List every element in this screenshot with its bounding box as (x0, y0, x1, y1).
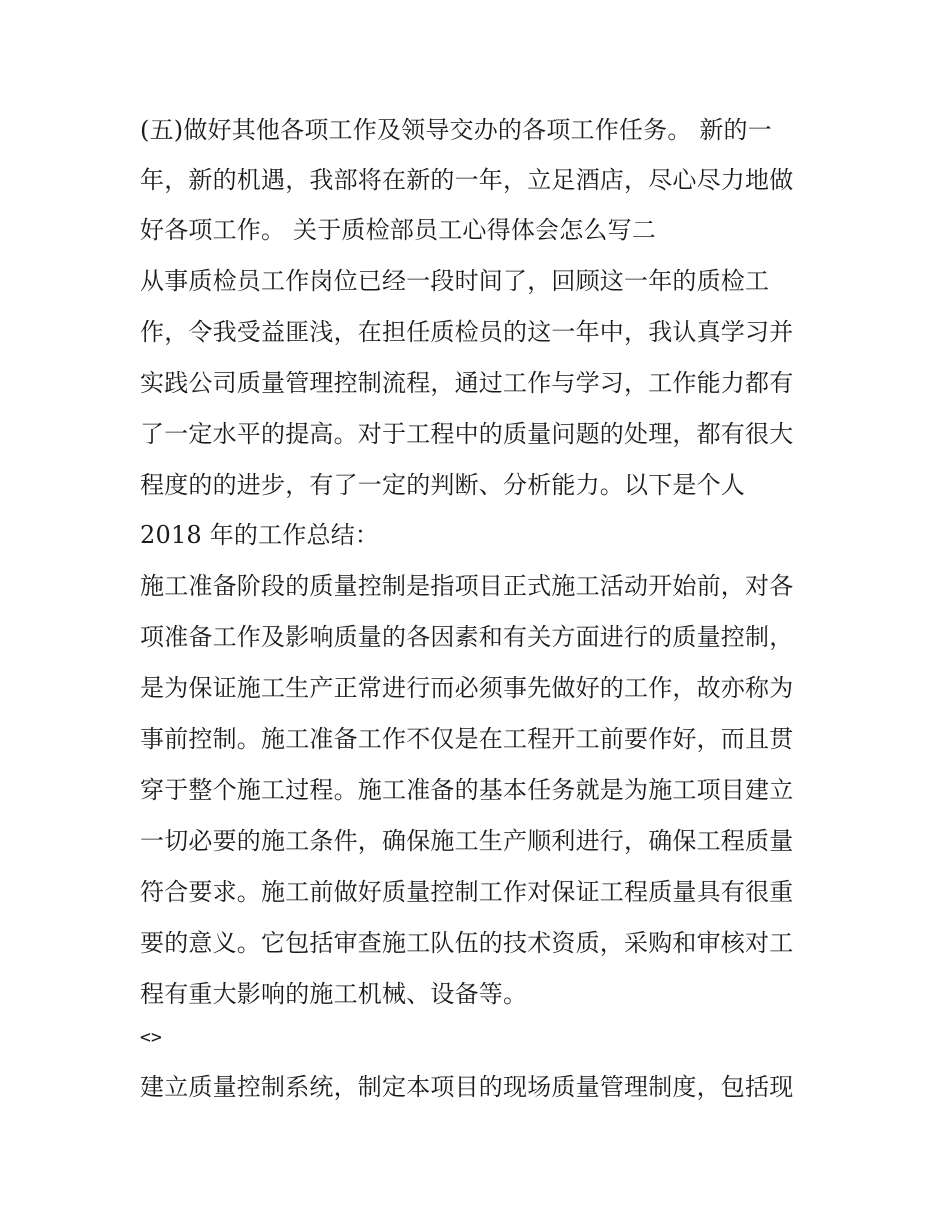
text-line: (五)做好其他各项工作及领导交办的各项工作任务。 新的一 (140, 116, 772, 144)
text-line: 施工准备阶段的质量控制是指项目正式施工活动开始前，对各 (140, 572, 794, 600)
text-line: 年，新的机遇，我部将在新的一年，立足酒店，尽心尽力地做 (140, 166, 794, 194)
text-line: <> (140, 1027, 163, 1048)
text-line: 符合要求。施工前做好质量控制工作对保证工程质量具有很重 (140, 878, 794, 906)
text-line: 程有重大影响的施工机械、设备等。 (140, 980, 528, 1008)
text-line: 要的意义。它包括审查施工队伍的技术资质，采购和审核对工 (140, 929, 794, 957)
text-line: 项准备工作及影响质量的各因素和有关方面进行的质量控制， (140, 623, 794, 651)
text-line: 事前控制。施工准备工作不仅是在工程开工前要作好，而且贯 (140, 725, 794, 753)
text-line: 一切必要的施工条件，确保施工生产顺利进行，确保工程质量 (140, 827, 794, 855)
text-line: 程度的的进步，有了一定的判断、分析能力。以下是个人 (140, 471, 745, 499)
text-line: 好各项工作。 关于质检部员工心得体会怎么写二 (140, 216, 657, 244)
text-line: 实践公司质量管理控制流程，通过工作与学习，工作能力都有 (140, 369, 794, 397)
text-line: 从事质检员工作岗位已经一段时间了，回顾这一年的质检工 (140, 267, 770, 295)
text-line: 穿于整个施工过程。施工准备的基本任务就是为施工项目建立 (140, 776, 794, 804)
text-line: 了一定水平的提高。对于工程中的质量问题的处理，都有很大 (140, 420, 794, 448)
text-line: 2018 年的工作总结： (140, 521, 380, 549)
text-line: 作，令我受益匪浅，在担任质检员的这一年中，我认真学习并 (140, 318, 794, 346)
text-line: 建立质量控制系统，制定本项目的现场质量管理制度，包括现 (140, 1073, 794, 1101)
text-line: 是为保证施工生产正常进行而必须事先做好的工作，故亦称为 (140, 674, 794, 702)
